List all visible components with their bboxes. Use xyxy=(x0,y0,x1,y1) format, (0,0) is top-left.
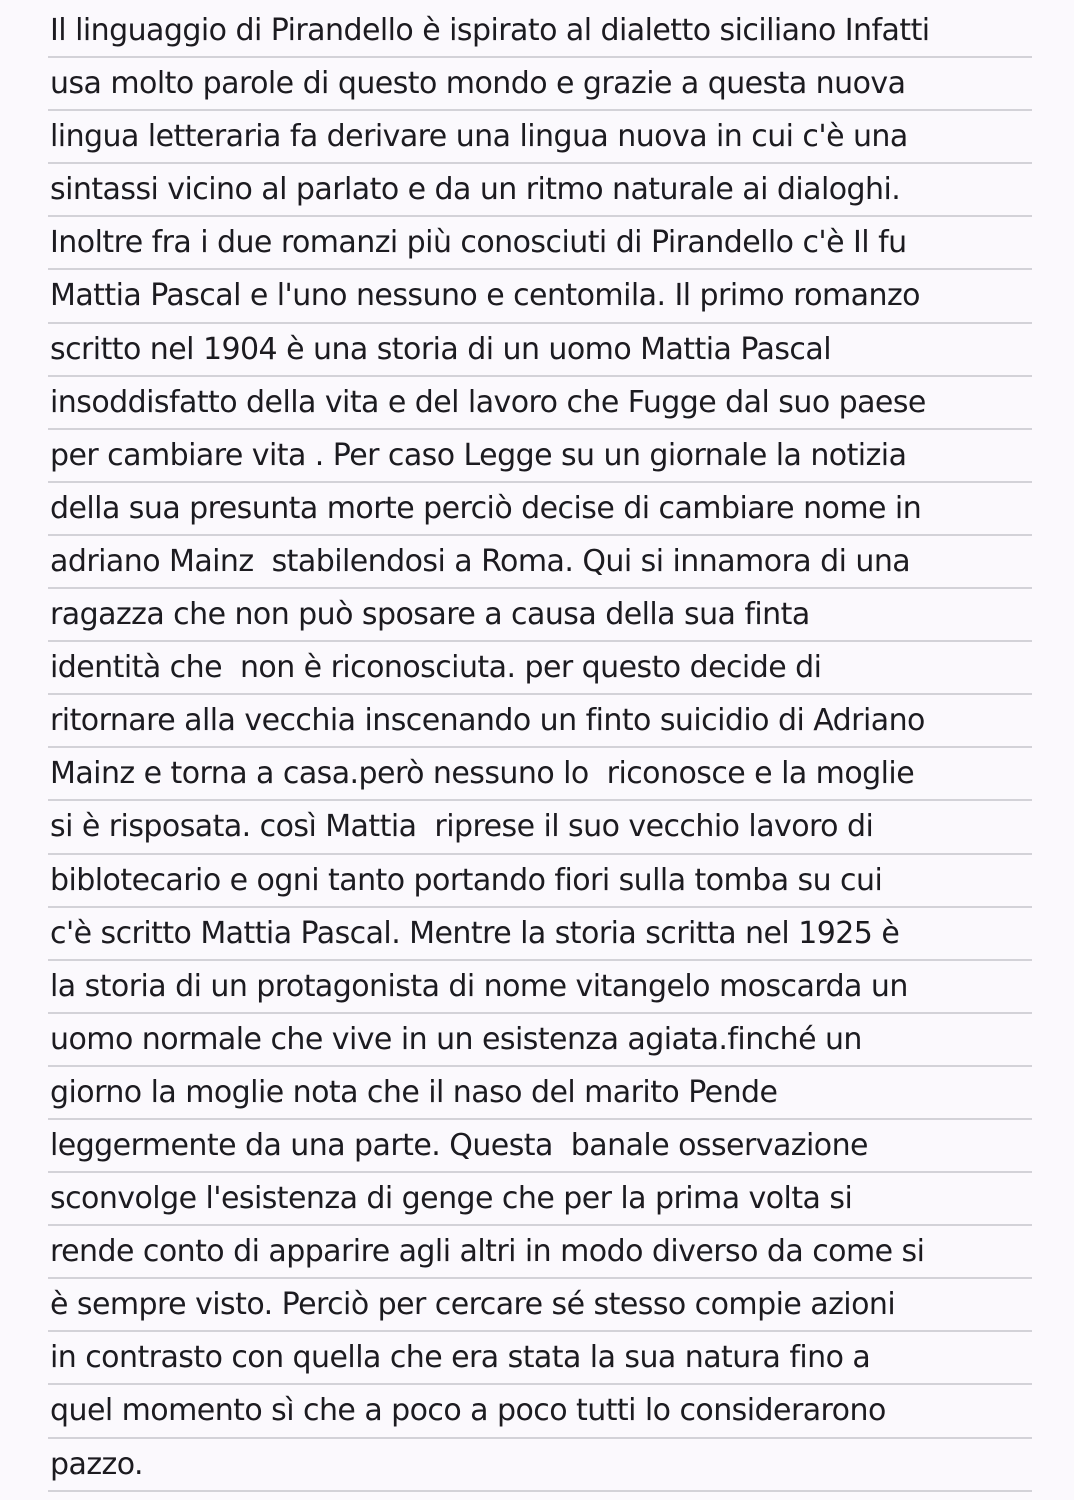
note-line: ritornare alla vecchia inscenando un finto suicidio di Adriano xyxy=(48,695,1032,748)
note-line: Mainz e torna a casa.però nessuno lo riconosce e la moglie xyxy=(48,748,1032,801)
note-line: Inoltre fra i due romanzi più conosciuti di Pirandello c'è Il fu xyxy=(48,217,1032,270)
note-line: rende conto di apparire agli altri in modo diverso da come si xyxy=(48,1226,1032,1279)
note-line: leggermente da una parte. Questa banale osservazione xyxy=(48,1120,1032,1173)
note-text-area[interactable] xyxy=(48,5,1032,1492)
note-line: la storia di un protagonista di nome vitangelo moscarda un xyxy=(48,961,1032,1014)
note-line: per cambiare vita . Per caso Legge su un giornale la notizia xyxy=(48,430,1032,483)
note-line: identità che non è riconosciuta. per questo decide di xyxy=(48,642,1032,695)
note-line: della sua presunta morte perciò decise di cambiare nome in xyxy=(48,483,1032,536)
note-line: usa molto parole di questo mondo e grazie a questa nuova xyxy=(48,58,1032,111)
note-line: si è risposata. così Mattia riprese il suo vecchio lavoro di xyxy=(48,801,1032,854)
note-line: è sempre visto. Perciò per cercare sé stesso compie azioni xyxy=(48,1279,1032,1332)
note-line: scritto nel 1904 è una storia di un uomo Mattia Pascal xyxy=(48,324,1032,377)
note-line: giorno la moglie nota che il naso del marito Pende xyxy=(48,1067,1032,1120)
note-line: Mattia Pascal e l'uno nessuno e centomila. Il primo romanzo xyxy=(48,270,1032,323)
note-line: adriano Mainz stabilendosi a Roma. Qui si innamora di una xyxy=(48,536,1032,589)
note-line: sconvolge l'esistenza di genge che per la prima volta si xyxy=(48,1173,1032,1226)
note-line: in contrasto con quella che era stata la sua natura fino a xyxy=(48,1332,1032,1385)
note-line: ragazza che non può sposare a causa della sua finta xyxy=(48,589,1032,642)
note-line: c'è scritto Mattia Pascal. Mentre la storia scritta nel 1925 è xyxy=(48,908,1032,961)
note-line: pazzo. xyxy=(48,1439,1032,1492)
note-line: insoddisfatto della vita e del lavoro che Fugge dal suo paese xyxy=(48,377,1032,430)
note-line: Il linguaggio di Pirandello è ispirato al dialetto siciliano Infatti xyxy=(48,5,1032,58)
note-line: sintassi vicino al parlato e da un ritmo naturale ai dialoghi. xyxy=(48,164,1032,217)
note-line: lingua letteraria fa derivare una lingua nuova in cui c'è una xyxy=(48,111,1032,164)
note-line: quel momento sì che a poco a poco tutti lo considerarono xyxy=(48,1385,1032,1438)
note-line: uomo normale che vive in un esistenza agiata.finché un xyxy=(48,1014,1032,1067)
note-line: biblotecario e ogni tanto portando fiori sulla tomba su cui xyxy=(48,855,1032,908)
